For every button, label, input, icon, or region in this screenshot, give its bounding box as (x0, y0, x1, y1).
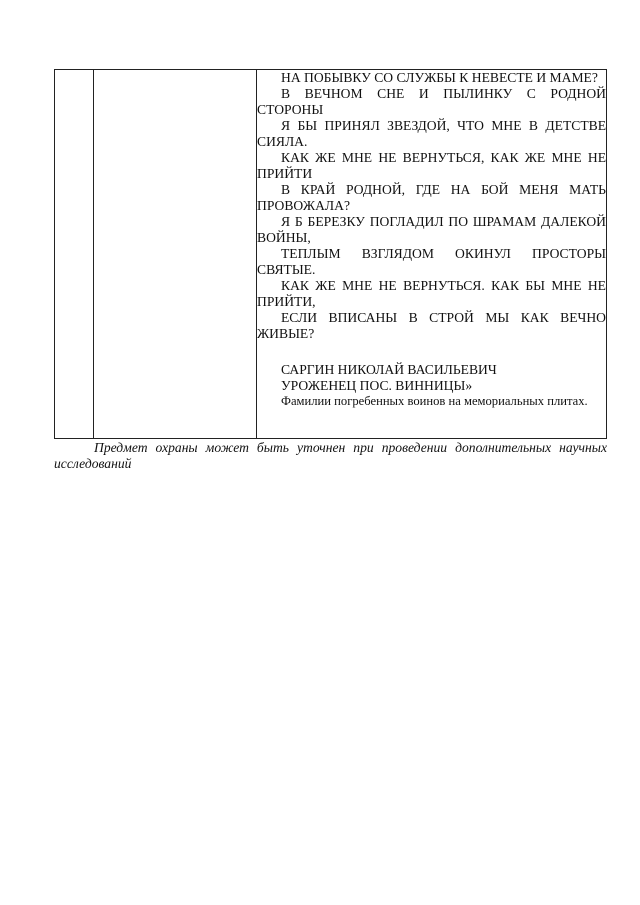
verse-line: ЕСЛИ ВПИСАНЫ В СТРОЙ МЫ КАК ВЕЧНО ЖИВЫЕ? (257, 310, 606, 341)
verse-line: ТЕПЛЫМ ВЗГЛЯДОМ ОКИНУЛ ПРОСТОРЫ СВЯТЫЕ. (257, 246, 606, 277)
verse-line: Я БЫ ПРИНЯЛ ЗВЕЗДОЙ, ЧТО МНЕ В ДЕТСТВЕ СИЯЛА. (257, 118, 606, 149)
verse-line: КАК ЖЕ МНЕ НЕ ВЕРНУТЬСЯ, КАК ЖЕ МНЕ НЕ ПРИЙТИ (257, 150, 606, 181)
document-table (54, 69, 607, 439)
plates-note: Фамилии погребенных воинов на мемориальных плитах. (281, 394, 588, 408)
number-cell (55, 70, 94, 439)
verse-line: Я Б БЕРЕЗКУ ПОГЛАДИЛ ПО ШРАМАМ ДАЛЕКОЙ ВОЙНЫ, (257, 214, 606, 245)
soldier-origin: УРОЖЕНЕЦ ПОС. ВИННИЦЫ» (281, 378, 473, 393)
verse-line: В КРАЙ РОДНОЙ, ГДЕ НА БОЙ МЕНЯ МАТЬ ПРОВОЖАЛА? (257, 182, 606, 213)
verse-line: В ВЕЧНОМ СНЕ И ПЫЛИНКУ С РОДНОЙ СТОРОНЫ (257, 86, 606, 117)
table-row (55, 70, 607, 439)
spacer (257, 342, 606, 362)
footer-note: Предмет охраны может быть уточнен при проведении дополнительных научных исследований (54, 440, 607, 471)
verse-line: НА ПОБЫВКУ СО СЛУЖБЫ К НЕВЕСТЕ И МАМЕ? (281, 70, 598, 85)
soldier-name: САРГИН НИКОЛАЙ ВАСИЛЬЕВИЧ (281, 362, 497, 377)
object-name-cell (94, 70, 257, 439)
verse-line: КАК ЖЕ МНЕ НЕ ВЕРНУТЬСЯ. КАК БЫ МНЕ НЕ ПРИЙТИ, (257, 278, 606, 309)
description-cell (257, 70, 607, 439)
